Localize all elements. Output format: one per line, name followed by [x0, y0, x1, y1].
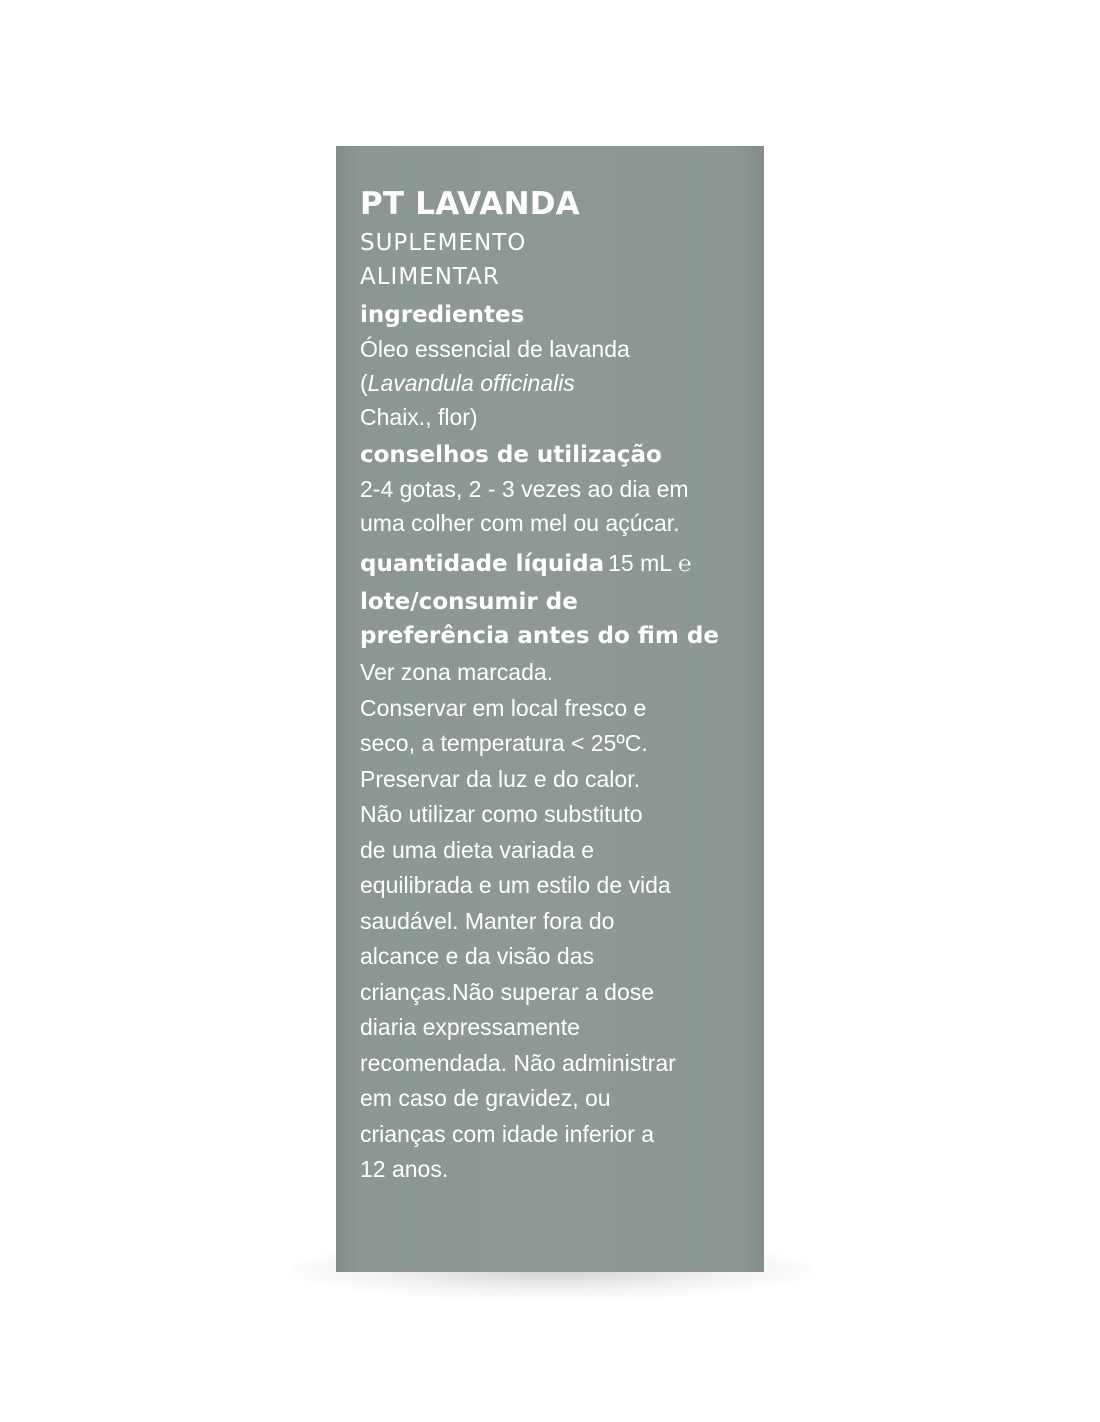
product-label-box: [336, 146, 764, 1272]
notes-line: Preservar da luz e do calor.: [360, 765, 640, 792]
notes-line: crianças com idade inferior a: [360, 1120, 655, 1147]
quantity-line: [360, 546, 752, 581]
quantity-label: quantidade líquida: [360, 551, 605, 577]
ingredients-line3: Chaix., flor): [360, 404, 478, 430]
label-content: [360, 182, 752, 1188]
notes-line: 12 anos.: [360, 1156, 449, 1182]
notes-line: Conservar em local fresco e: [360, 694, 647, 721]
ingredients-open-paren: (: [360, 370, 368, 396]
lot-heading-line2: preferência antes do fim de: [360, 623, 719, 649]
product-subtitle-line1: SUPLEMENTO: [360, 230, 527, 256]
product-title: PT LAVANDA: [360, 186, 580, 222]
ingredients-line1: Óleo essencial de lavanda: [360, 336, 630, 362]
notes-line: equilibrada e um estilo de vida: [360, 872, 671, 898]
notes-line: diaria expressamente: [360, 1014, 580, 1040]
lot-heading-line1: lote/consumir de: [360, 589, 578, 615]
quantity-value: 15 mL: [608, 550, 673, 576]
notes-line: Não utilizar como substituto: [360, 801, 643, 827]
notes-line: saudável. Manter fora do: [360, 907, 615, 934]
notes-line: de uma dieta variada e: [360, 836, 594, 863]
ingredients-line2: [360, 366, 752, 400]
usage-line2: uma colher com mel ou açúcar.: [360, 510, 680, 536]
notes-line: seco, a temperatura < 25ºC.: [360, 730, 648, 756]
notes-line: Ver zona marcada.: [360, 659, 554, 685]
usage-line1: 2-4 gotas, 2 - 3 vezes ao dia em: [360, 476, 689, 502]
notes-line: alcance e da visão das: [360, 943, 594, 969]
usage-heading: conselhos de utilização: [360, 442, 662, 468]
notes-line: em caso de gravidez, ou: [360, 1085, 611, 1111]
storage-notes: [360, 655, 752, 1188]
notes-line: crianças.Não superar a dose: [360, 978, 655, 1005]
ingredients-latin-name: Lavandula officinalis: [367, 370, 575, 396]
estimated-sign-icon: ℮: [678, 551, 692, 576]
ingredients-heading: ingredientes: [360, 302, 525, 328]
product-subtitle-line2: ALIMENTAR: [360, 264, 500, 290]
notes-line: recomendada. Não administrar: [360, 1049, 676, 1076]
